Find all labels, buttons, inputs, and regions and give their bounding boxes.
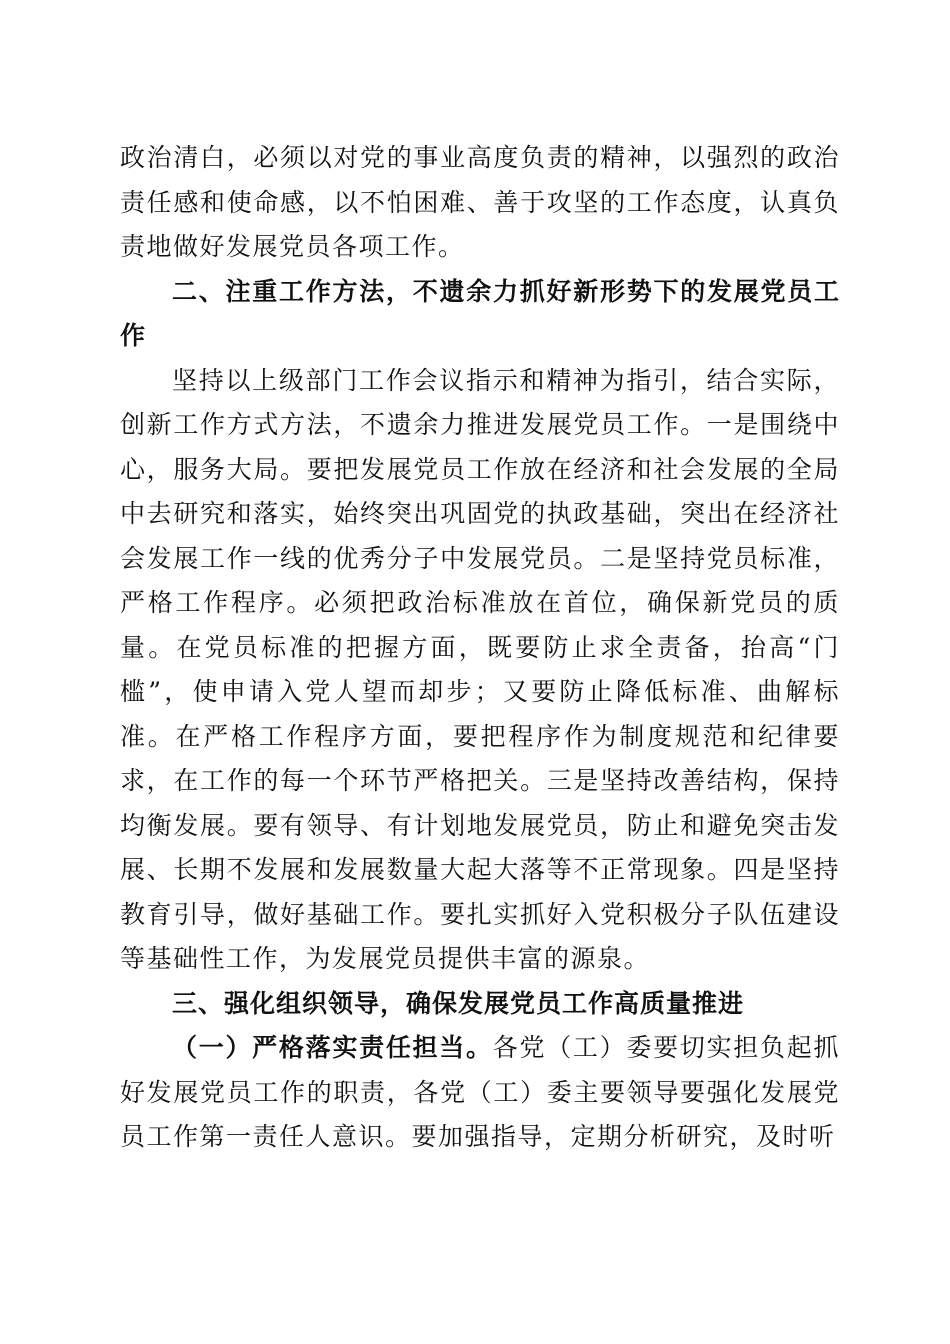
body-paragraph-methods: 坚持以上级部门工作会议指示和精神为指引，结合实际，创新工作方式方法，不遗余力推进发展党员工作。一是围绕中心，服务大局。要把发展党员工作放在经济和社会发展的全局中去研究和落实，始终突出巩固党的执政基础，突出在经济社会发展工作一线的优秀分子中发展党员。二是坚持党员标准，严格工作程序。必须把政治标准放在首位，确保新党员的质量。在党员标准的把握方面，既要防止求全责备，抬高“门槛”，使申请入党人望而却步；又要防止降低标准、曲解标准。在严格工作程序方面，要把程序作为制度规范和纪律要求，在工作的每一个环节严格把关。三是坚持改善结构，保持均衡发展。要有领导、有计划地发展党员，防止和避免突击发展、长期不发展和发展数量大起大落等不正常现象。四是坚持教育引导，做好基础工作。要扎实抓好入党积极分子队伍建设等基础性工作，为发展党员提供丰富的源泉。 (120, 365, 840, 973)
subsection-body-text: 各党（工）委要切实担负起抓好发展党员工作的职责，各党（工）委主要领导要强化发展党员工作第一责任人意识。要加强指导，定期分析研究，及时听 (120, 1033, 840, 1151)
section-heading-2: 二、注重工作方法，不遗余力抓好新形势下的发展党员工作 (120, 276, 840, 350)
document-page (120, 136, 840, 1160)
section-heading-3: 三、强化组织领导，确保发展党员工作高质量推进 (172, 988, 745, 1018)
body-paragraph-responsibility (120, 1026, 840, 1160)
body-paragraph-continued: 政治清白，必须以对党的事业高度负责的精神，以强烈的政治责任感和使命感，以不怕困难、善于攻坚的工作态度，认真负责地做好发展党员各项工作。 (120, 143, 840, 261)
subsection-heading-1: （一）严格落实责任担当。 (172, 1033, 493, 1062)
